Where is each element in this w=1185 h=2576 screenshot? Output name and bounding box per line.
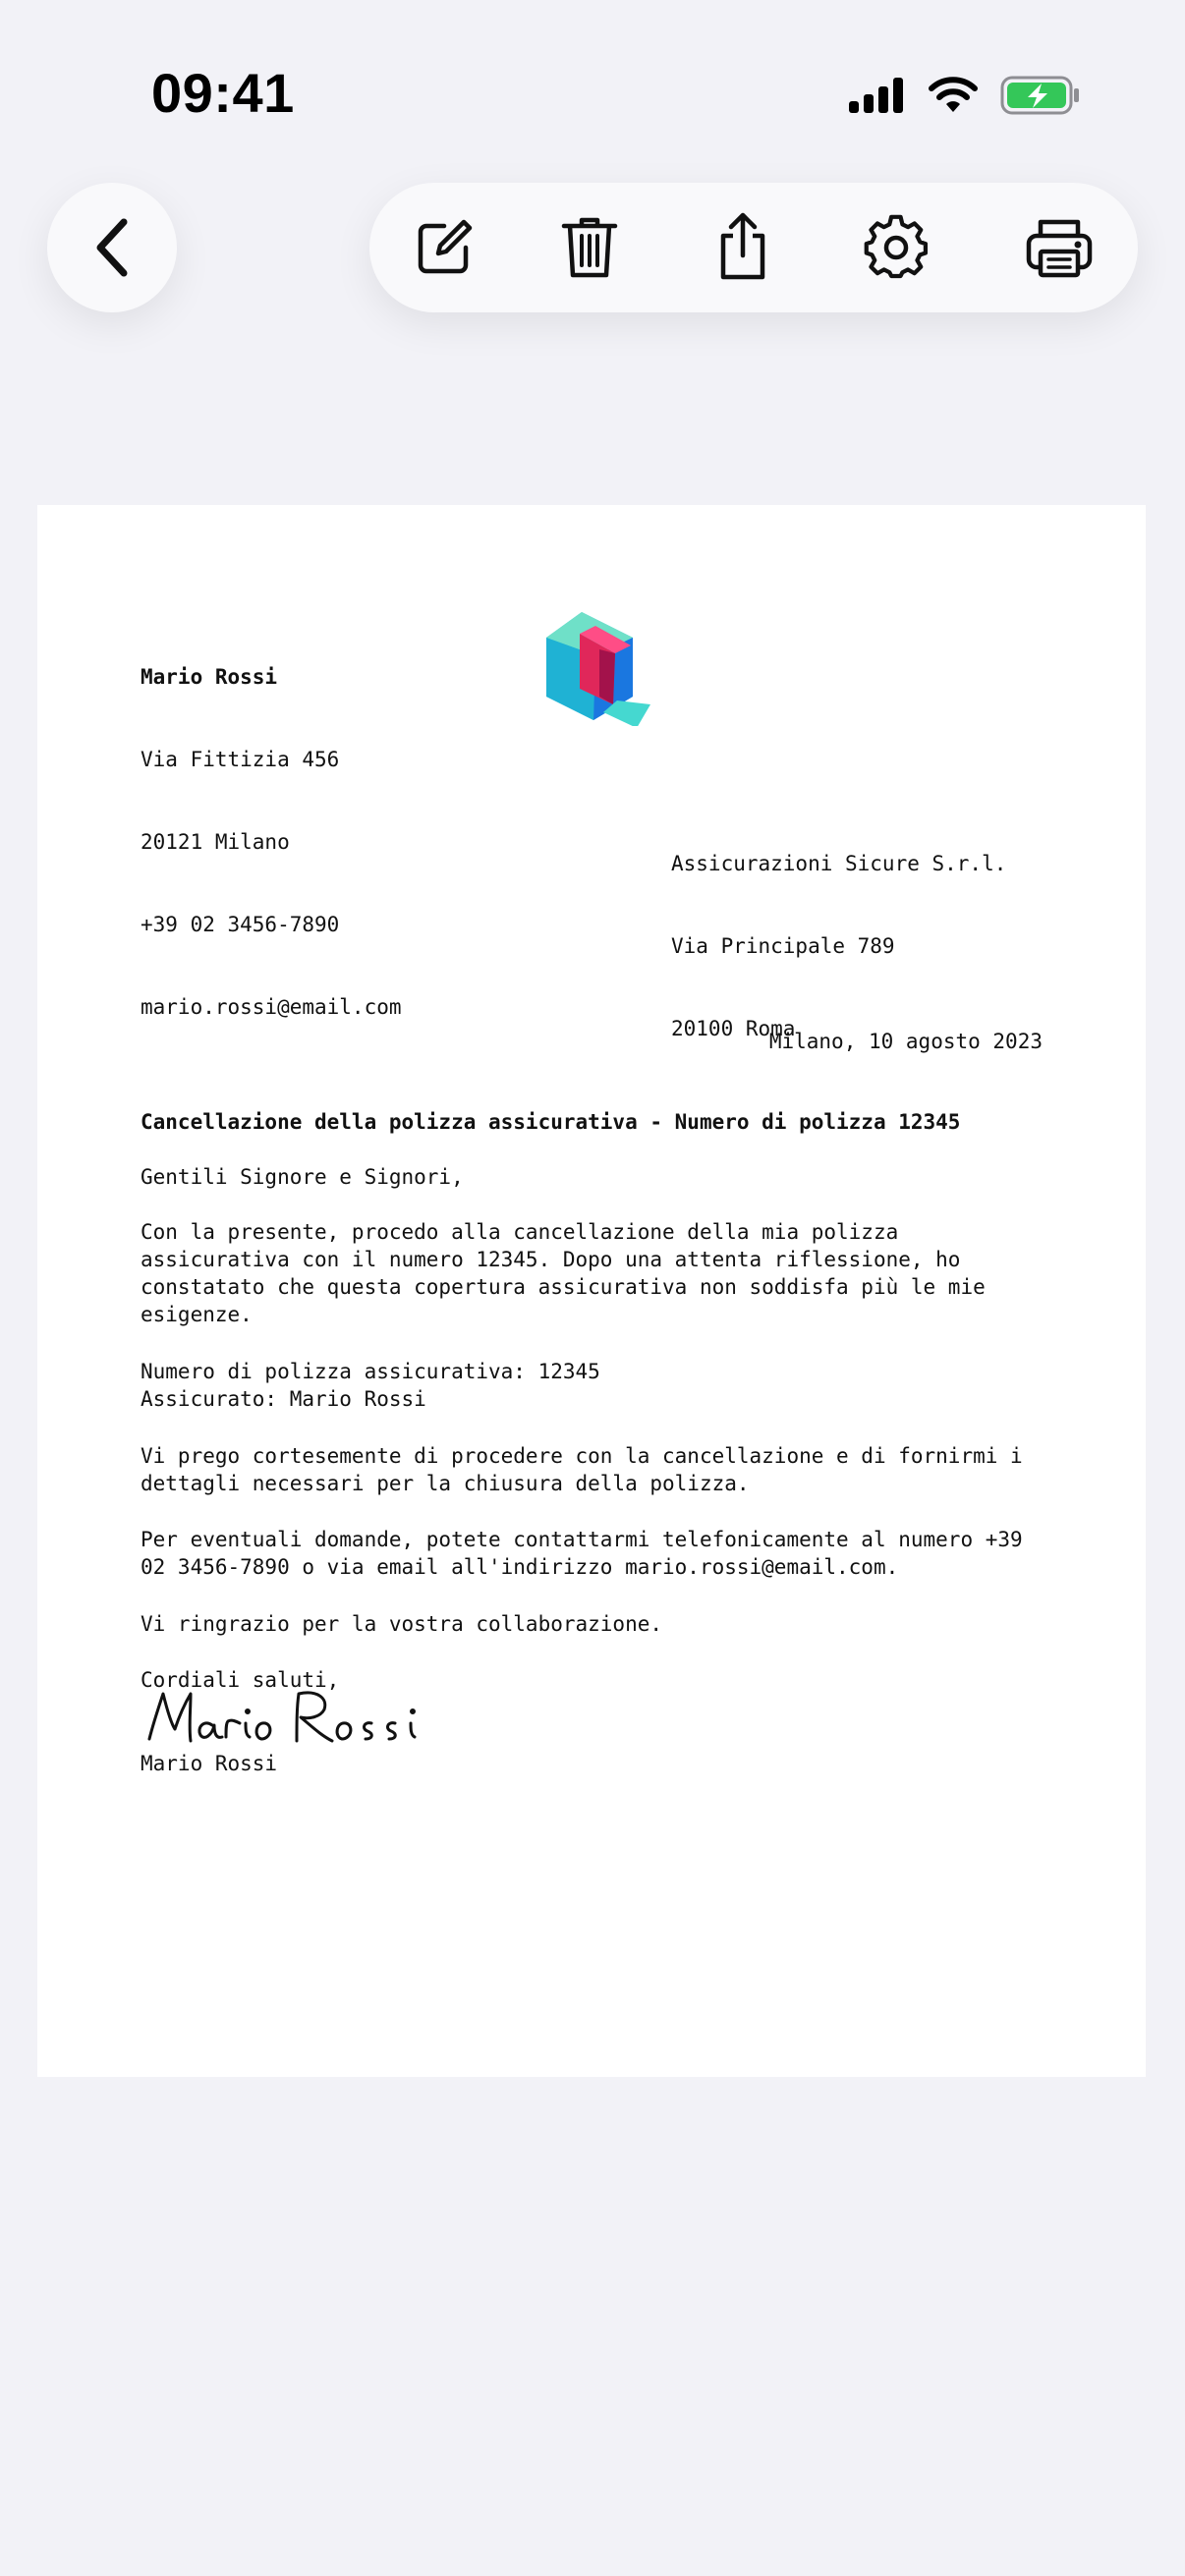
letter-paragraph-2 (141, 1442, 1064, 1497)
paragraph-line: 02 3456-7890 o via email all'indirizzo mario.rossi@email.com. (141, 1555, 899, 1579)
wifi-icon (928, 77, 979, 114)
edit-icon (413, 216, 476, 279)
company-logo (535, 598, 658, 726)
letter-paragraph-1 (141, 1218, 1064, 1328)
delete-button[interactable] (554, 212, 625, 283)
paragraph-line: Per eventuali domande, potete contattarmi telefonicamente al numero +39 (141, 1528, 1023, 1551)
battery-charging-icon (1000, 76, 1081, 115)
letter-signed-name: Mario Rossi (141, 1752, 278, 1775)
paragraph-line: constatato che questa copertura assicurativa non soddisfa più le mie (141, 1275, 986, 1299)
status-icons (849, 73, 1081, 118)
letter-salutation: Gentili Signore e Signori, (141, 1165, 464, 1189)
share-button[interactable] (707, 212, 778, 283)
paragraph-line: assicurativa con il numero 12345. Dopo una attenta riflessione, ho (141, 1248, 961, 1271)
recipient-company: Assicurazioni Sicure S.r.l. (671, 852, 1007, 875)
recipient-street: Via Principale 789 (671, 934, 895, 958)
paragraph-line: Vi prego cortesemente di procedere con la cancellazione e di fornirmi i (141, 1444, 1023, 1468)
chevron-left-icon (88, 216, 136, 279)
paragraph-line: esigenze. (141, 1303, 253, 1326)
print-button[interactable] (1024, 212, 1095, 283)
policy-number-line: Numero di polizza assicurativa: 12345 (141, 1360, 600, 1383)
letter-thanks: Vi ringrazio per la vostra collaborazione. (141, 1612, 663, 1636)
letter-subject: Cancellazione della polizza assicurativa - Numero di polizza 12345 (141, 1110, 961, 1134)
cellular-signal-icon (849, 78, 906, 113)
status-time: 09:41 (151, 62, 295, 124)
edit-button[interactable] (409, 212, 480, 283)
sender-name: Mario Rossi (141, 665, 278, 689)
paragraph-line: Con la presente, procedo alla cancellazione della mia polizza (141, 1220, 899, 1244)
settings-button[interactable] (861, 212, 931, 283)
document-action-bar (369, 183, 1138, 312)
letter-policy-details (141, 1358, 1064, 1413)
handwritten-signature (143, 1684, 428, 1755)
sender-phone: +39 02 3456-7890 (141, 913, 340, 936)
sender-city: 20121 Milano (141, 830, 290, 854)
insured-line: Assicurato: Mario Rossi (141, 1387, 426, 1411)
recipient-city: 20100 Roma (671, 1017, 796, 1040)
share-icon (711, 212, 774, 283)
sender-email: mario.rossi@email.com (141, 995, 402, 1019)
letter-page (37, 505, 1146, 2077)
paragraph-line: dettagli necessari per la chiusura della polizza. (141, 1472, 750, 1495)
sender-street: Via Fittizia 456 (141, 748, 340, 771)
trash-icon (558, 214, 621, 281)
printer-icon (1025, 216, 1094, 279)
letter-paragraph-3 (141, 1526, 1064, 1581)
letter-date: Milano, 10 agosto 2023 (768, 1030, 1043, 1053)
back-button[interactable] (47, 183, 177, 312)
sender-address (141, 608, 402, 1076)
letter-closing: Cordiali saluti, (141, 1668, 340, 1692)
gear-icon (863, 214, 930, 281)
